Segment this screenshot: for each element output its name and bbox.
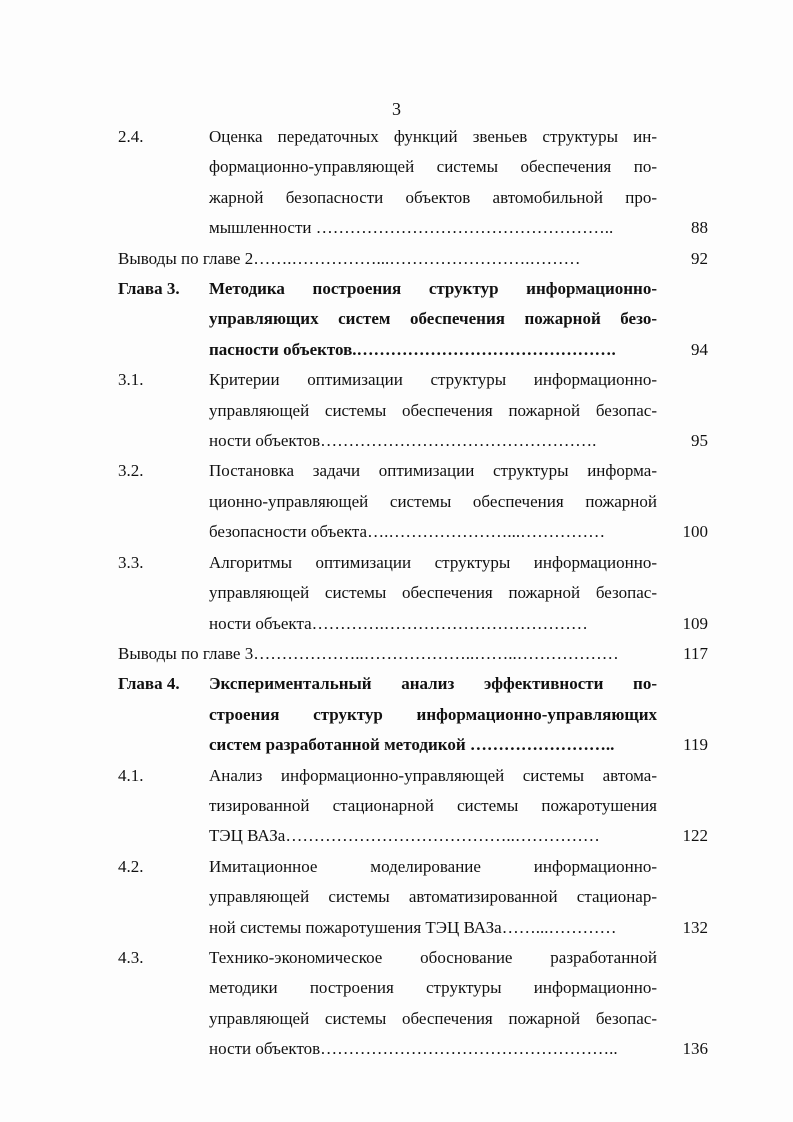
- toc-entry-3-3[interactable]: [118, 548, 708, 639]
- toc-title-line: управляющей системы автоматизированной стационар-: [209, 887, 657, 907]
- toc-entry-title: [209, 365, 657, 456]
- toc-title-line: ТЭЦ ВАЗа…………………………………..……………: [209, 826, 600, 846]
- toc-title-line: строения структур информационно-управляющих: [209, 704, 657, 724]
- toc-title-line: управляющей системы обеспечения пожарной безопас-: [209, 583, 657, 603]
- toc-page-number: 136: [682, 1039, 708, 1059]
- toc-entry-2-4[interactable]: [118, 122, 708, 244]
- toc-entry-title: [209, 456, 657, 547]
- toc-entry-chapter-3[interactable]: [118, 274, 708, 365]
- toc-title-line: ности объекта………….………………………………: [209, 613, 588, 633]
- toc-title-line: ности объектов………………………………………….: [209, 431, 597, 451]
- table-of-contents: [118, 122, 708, 1065]
- toc-title-line: управляющей системы обеспечения пожарной безопас-: [209, 1008, 657, 1028]
- toc-entry-number: 3.3.: [118, 552, 144, 572]
- toc-entry-4-2[interactable]: [118, 852, 708, 943]
- toc-entry-4-3[interactable]: [118, 943, 708, 1065]
- toc-title-line: управляющей системы обеспечения пожарной безопас-: [209, 400, 657, 420]
- toc-entry-number: 3.1.: [118, 370, 144, 390]
- toc-title-line: управляющих систем обеспечения пожарной безо-: [209, 309, 657, 329]
- toc-title-line: тизированной стационарной системы пожаротушения: [209, 795, 657, 815]
- toc-title-line: Критерии оптимизации структуры информационно-: [209, 370, 657, 390]
- toc-title-line: Технико-экономическое обоснование разработанной: [209, 947, 657, 967]
- toc-page-number: 132: [682, 917, 708, 937]
- toc-title-line: ной системы пожаротушения ТЭЦ ВАЗа……...…………: [209, 917, 617, 937]
- toc-title-line: Оценка передаточных функций звеньев структуры ин-: [209, 127, 657, 146]
- toc-entry-number: 4.1.: [118, 765, 144, 785]
- toc-entry-title: [118, 639, 657, 669]
- toc-entry-title: [209, 274, 657, 365]
- toc-title-line: ности объектов……………………………………………..: [209, 1039, 618, 1059]
- toc-entry-3-2[interactable]: [118, 456, 708, 547]
- toc-page-number: 92: [691, 248, 708, 268]
- toc-title-line: Выводы по главе 3………………..………………..……..………………: [118, 643, 619, 663]
- toc-entry-number: 3.2.: [118, 461, 144, 481]
- toc-entry-title: [209, 669, 657, 760]
- toc-page-number: 109: [682, 613, 708, 633]
- toc-entry-number: Глава 3.: [118, 279, 180, 299]
- toc-entry-title: [209, 761, 657, 852]
- toc-entry-4-1[interactable]: [118, 761, 708, 852]
- toc-title-line: Имитационное моделирование информационно-: [209, 856, 657, 876]
- toc-page-number: 122: [682, 826, 708, 846]
- toc-entry-number: 4.2.: [118, 856, 144, 876]
- toc-page-number: 100: [682, 522, 708, 542]
- toc-entry-number: Глава 4.: [118, 674, 180, 694]
- toc-title-line: Выводы по главе 2…….……………...…………………….………: [118, 248, 581, 268]
- toc-title-line: Методика построения структур информационно-: [209, 279, 657, 299]
- toc-title-line: формационно-управляющей системы обеспечения по-: [209, 157, 657, 177]
- toc-entry-3-1[interactable]: [118, 365, 708, 456]
- toc-page-number: 117: [683, 643, 708, 663]
- toc-title-line: методики построения структуры информационно-: [209, 978, 657, 998]
- toc-page-number: 95: [691, 431, 708, 451]
- toc-entry-number: 4.3.: [118, 947, 144, 967]
- toc-title-line: ционно-управляющей системы обеспечения пожарной: [209, 491, 657, 511]
- toc-page-number: 94: [691, 339, 708, 359]
- toc-entry-title: [209, 852, 657, 943]
- toc-title-line: жарной безопасности объектов автомобильной про-: [209, 187, 657, 207]
- toc-title-line: мышленности ……………………………………………..: [209, 218, 614, 238]
- toc-entry-title: [209, 122, 657, 244]
- toc-title-line: систем разработанной методикой ……………………..: [209, 735, 615, 755]
- toc-title-line: пасности объектов.……………………………………….: [209, 339, 616, 359]
- toc-entry-conclusions-3[interactable]: [118, 639, 708, 669]
- toc-title-line: Алгоритмы оптимизации структуры информационно-: [209, 552, 657, 572]
- toc-entry-title: [209, 943, 657, 1065]
- page-number: 3: [392, 99, 401, 119]
- toc-page-number: 119: [683, 735, 708, 755]
- toc-title-line: Экспериментальный анализ эффективности по-: [209, 674, 657, 694]
- toc-entry-title: [118, 244, 657, 274]
- toc-entry-title: [209, 548, 657, 639]
- toc-entry-number: 2.4.: [118, 127, 144, 146]
- toc-title-line: Анализ информационно-управляющей системы автома-: [209, 765, 657, 785]
- toc-entry-chapter-4[interactable]: [118, 669, 708, 760]
- toc-entry-conclusions-2[interactable]: [118, 244, 708, 274]
- toc-title-line: безопасности объекта….…………………...……………: [209, 522, 606, 542]
- toc-title-line: Постановка задачи оптимизации структуры информа-: [209, 461, 657, 481]
- toc-page-number: 88: [691, 218, 708, 238]
